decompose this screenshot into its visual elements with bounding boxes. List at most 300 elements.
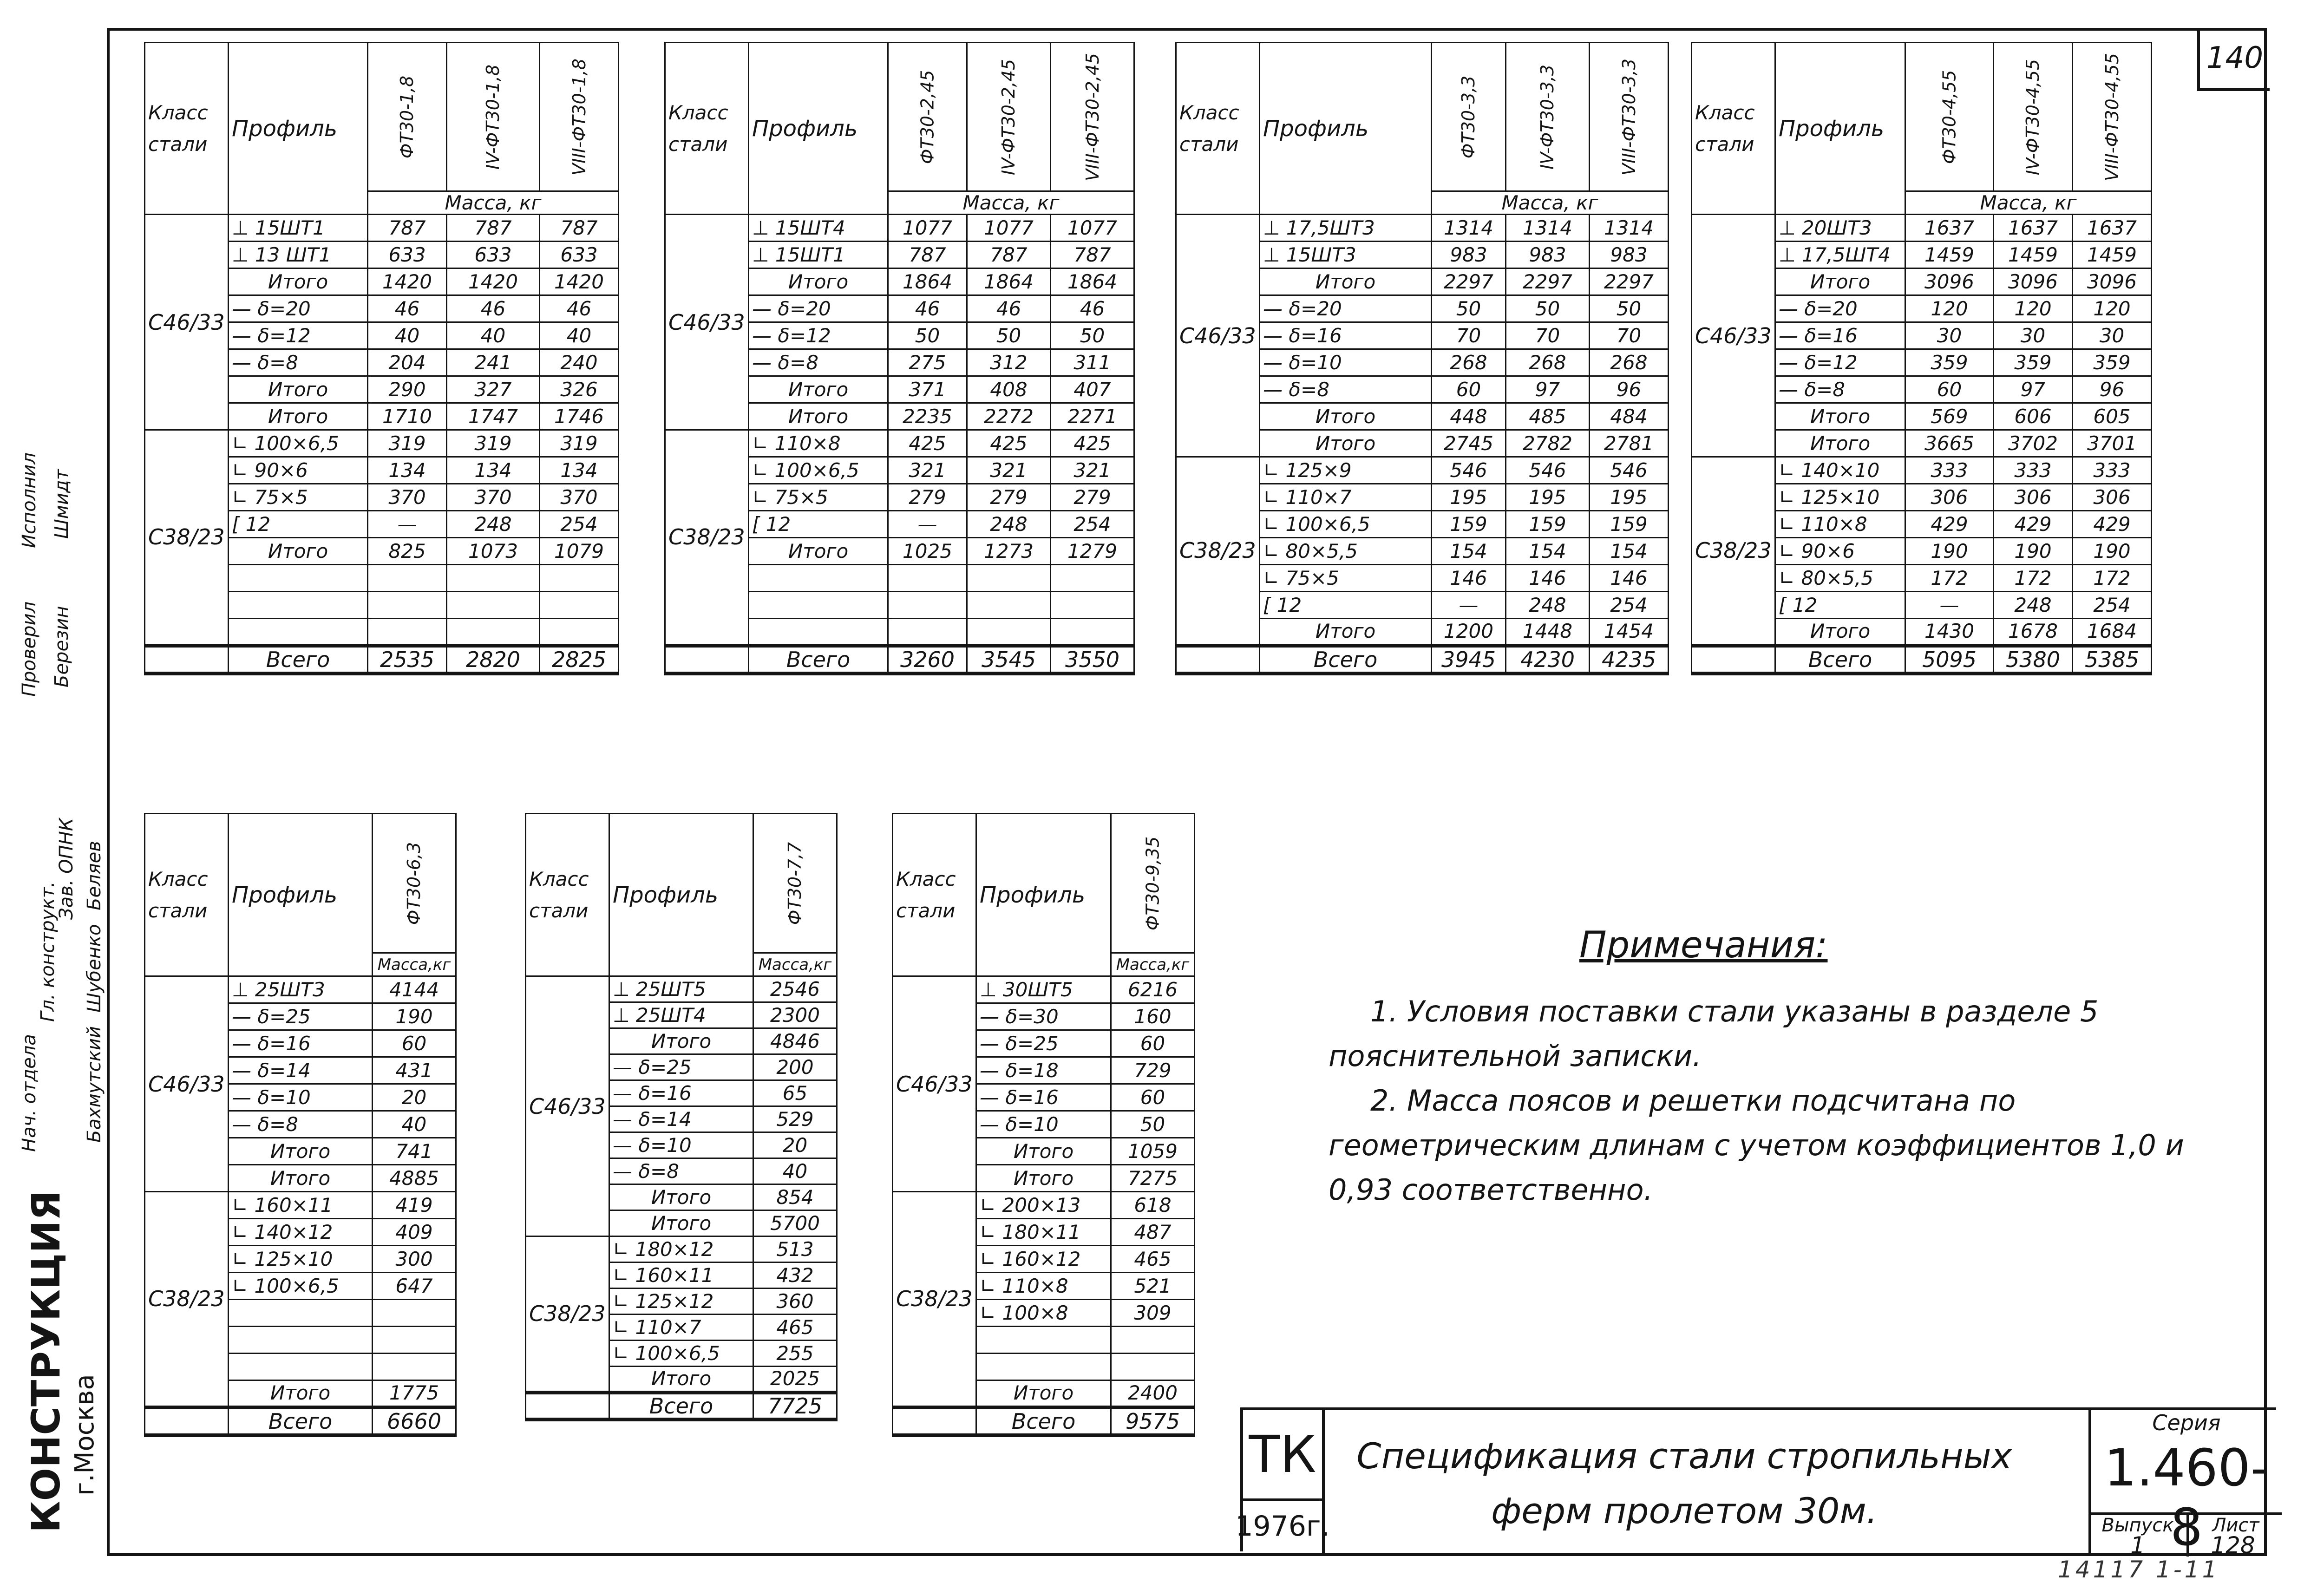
profile-cell: ∟ 100×6,5: [229, 430, 368, 457]
profile-cell: — δ=16: [229, 1030, 373, 1057]
stamp-title-line-1: Спецификация стали стропильных: [1356, 1435, 2012, 1477]
subtotal-label: Итого: [229, 1165, 373, 1192]
mass-cell: 1314: [1506, 215, 1590, 242]
spec-table-3: [1175, 42, 1669, 675]
mass-cell: 1864: [967, 268, 1051, 295]
side-role: Проверил: [19, 601, 40, 697]
side-org-name: КОНСТРУКЦИЯ: [23, 1190, 69, 1533]
mass-cell: [373, 1354, 456, 1380]
mark-label: VIII-ФТ30-4,55: [2101, 52, 2122, 181]
profile-cell: ⊥ 25ШТ5: [609, 976, 753, 1002]
profile-header: Профиль: [229, 814, 373, 976]
profile-cell: — δ=10: [609, 1132, 753, 1158]
mass-cell: 40: [753, 1158, 837, 1184]
series-label: Серия: [2152, 1410, 2221, 1435]
profile-cell: ⊥ 15ШТ1: [749, 242, 888, 268]
issue-label: Выпуск: [2101, 1515, 2174, 1536]
mass-cell: 146: [1590, 565, 1669, 592]
profile-cell: — δ=25: [976, 1030, 1111, 1057]
mass-cell: 96: [2073, 376, 2152, 403]
mass-cell: 20: [373, 1084, 456, 1111]
profile-cell: — δ=10: [229, 1084, 373, 1111]
subtotal-label: Итого: [1260, 430, 1432, 457]
table-row: [145, 1192, 456, 1219]
mass-cell: 787: [888, 242, 967, 268]
grand-total-blank: [526, 1393, 609, 1419]
grand-total-row: [1176, 646, 1669, 674]
mark-header: [540, 43, 619, 191]
mass-cell: 60: [373, 1030, 456, 1057]
subtotal-label: Итого: [749, 268, 888, 295]
mass-cell: 370: [447, 484, 540, 511]
mass-header: Масса, кг: [1432, 191, 1669, 215]
profile-cell: ∟ 140×12: [229, 1219, 373, 1246]
note-1: 1. Условия поставки стали указаны в разделе 5 пояснительной записки.: [1329, 994, 2099, 1073]
subtotal-label: Итого: [1775, 268, 1905, 295]
table-row: [893, 1192, 1195, 1219]
grand-total-label: Всего: [609, 1393, 753, 1419]
mass-cell: 311: [1051, 349, 1134, 376]
mass-cell: 546: [1432, 457, 1506, 484]
side-name: Шмидт: [51, 469, 72, 539]
mass-cell: 513: [753, 1236, 837, 1262]
mass-cell: 50: [1590, 295, 1669, 322]
grand-total-row: [665, 646, 1134, 674]
mass-cell: 248: [1994, 592, 2073, 619]
mass-cell: 4846: [753, 1028, 837, 1054]
stamp-left-cell: [1235, 1410, 1330, 1554]
steel-class: С46/33: [665, 215, 749, 430]
mass-cell: 487: [1111, 1219, 1195, 1246]
grand-total-value: 2820: [447, 646, 540, 674]
mass-cell: 97: [1506, 376, 1590, 403]
mass-cell: 321: [967, 457, 1051, 484]
stamp-title: [1336, 1429, 2033, 1538]
profile-cell: ∟ 125×10: [229, 1246, 373, 1273]
mark-label: IV-ФТ30-2,45: [998, 59, 1019, 175]
mass-cell: 465: [753, 1315, 837, 1341]
mass-cell: 1430: [1905, 619, 1994, 646]
mark-label: VIII-ФТ30-2,45: [1082, 52, 1103, 181]
mass-cell: —: [368, 511, 447, 538]
table-row: [526, 1236, 837, 1262]
subtotal-label: Итого: [976, 1165, 1111, 1192]
mass-cell: [373, 1300, 456, 1327]
mass-cell: 618: [1111, 1192, 1195, 1219]
mass-cell: 240: [540, 349, 619, 376]
mass-cell: 279: [888, 484, 967, 511]
mass-cell: 70: [1590, 322, 1669, 349]
mass-cell: 154: [1506, 538, 1590, 565]
mass-cell: 321: [888, 457, 967, 484]
profile-cell: ∟ 110×7: [1260, 484, 1432, 511]
mass-cell: 633: [540, 242, 619, 268]
mass-cell: 787: [447, 215, 540, 242]
mass-cell: 7275: [1111, 1165, 1195, 1192]
subtotal-label: Итого: [229, 1138, 373, 1165]
profile-cell: — δ=20: [749, 295, 888, 322]
mark-header: [373, 814, 456, 953]
mass-cell: 2546: [753, 976, 837, 1002]
mass-cell: 306: [2073, 484, 2152, 511]
grand-total-blank: [145, 646, 229, 674]
mass-cell: 60: [1432, 376, 1506, 403]
profile-cell: ∟ 75×5: [229, 484, 368, 511]
mass-cell: 5700: [753, 1210, 837, 1236]
mass-cell: [447, 565, 540, 592]
mark-header: [967, 43, 1051, 191]
profile-cell: — δ=8: [609, 1158, 753, 1184]
table-row: [526, 976, 837, 1002]
steel-class: С38/23: [1692, 457, 1775, 646]
mass-cell: 2297: [1590, 268, 1669, 295]
mass-cell: 1025: [888, 538, 967, 565]
mass-cell: 1200: [1432, 619, 1506, 646]
profile-cell: — δ=12: [749, 322, 888, 349]
title-stamp: [1235, 1407, 2276, 1559]
profile-cell: — δ=10: [976, 1111, 1111, 1138]
mass-cell: [368, 565, 447, 592]
grand-total-label: Всего: [976, 1407, 1111, 1435]
mass-cell: 1273: [967, 538, 1051, 565]
mass-cell: 1420: [368, 268, 447, 295]
mass-cell: 633: [368, 242, 447, 268]
profile-header: Профиль: [229, 43, 368, 215]
mark-label: VIII-ФТ30-1,8: [569, 58, 589, 176]
profile-cell: ⊥ 15ШТ3: [1260, 242, 1432, 268]
footer-code: 14117 1-11: [2058, 1556, 2220, 1583]
profile-cell: ∟ 180×12: [609, 1236, 753, 1262]
mass-cell: 983: [1432, 242, 1506, 268]
subtotal-label: Итого: [229, 403, 368, 430]
mass-cell: 359: [1994, 349, 2073, 376]
mass-cell: 1678: [1994, 619, 2073, 646]
profile-cell: — δ=25: [609, 1054, 753, 1080]
grand-total-blank: [1692, 646, 1775, 674]
mass-cell: [1111, 1327, 1195, 1354]
subtotal-label: Итого: [229, 538, 368, 565]
mass-cell: —: [1432, 592, 1506, 619]
mass-cell: 254: [1051, 511, 1134, 538]
mass-cell: 359: [1905, 349, 1994, 376]
profile-cell: — δ=8: [1775, 376, 1905, 403]
table-row: [665, 215, 1134, 242]
profile-cell: [229, 619, 368, 646]
grand-total-row: [145, 1407, 456, 1435]
mark-label: ФТ30-1,8: [397, 75, 418, 158]
grand-total-label: Всего: [229, 1407, 373, 1435]
series-number: 1.460-8: [2091, 1438, 2282, 1515]
mass-cell: [1051, 565, 1134, 592]
mass-cell: 1459: [2073, 242, 2152, 268]
grand-total-row: [1692, 646, 2152, 674]
profile-cell: — δ=14: [609, 1106, 753, 1132]
mass-cell: 741: [373, 1138, 456, 1165]
mass-cell: 326: [540, 376, 619, 403]
subtotal-label: Итого: [1260, 268, 1432, 295]
mass-cell: 371: [888, 376, 967, 403]
side-name: Шубенко: [84, 924, 105, 1013]
mass-cell: 854: [753, 1184, 837, 1210]
mass-header: Масса,кг: [373, 953, 456, 976]
mass-cell: 360: [753, 1289, 837, 1315]
mass-cell: 1454: [1590, 619, 1669, 646]
mass-cell: 1420: [540, 268, 619, 295]
mass-cell: 146: [1506, 565, 1590, 592]
profile-cell: — δ=8: [229, 349, 368, 376]
profile-cell: [229, 592, 368, 619]
mass-cell: 3702: [1994, 430, 2073, 457]
sheet-label: Лист: [2186, 1515, 2282, 1557]
grand-total-row: [893, 1407, 1195, 1435]
profile-cell: ⊥ 15ШТ4: [749, 215, 888, 242]
profile-cell: [ 12: [749, 511, 888, 538]
mass-cell: 1864: [1051, 268, 1134, 295]
issue-number: 1: [2130, 1532, 2145, 1559]
mass-cell: —: [1905, 592, 1994, 619]
mark-label: IV-ФТ30-4,55: [2023, 59, 2043, 175]
mass-cell: 195: [1506, 484, 1590, 511]
profile-cell: ∟ 75×5: [749, 484, 888, 511]
mass-cell: [540, 565, 619, 592]
profile-cell: — δ=10: [1260, 349, 1432, 376]
profile-cell: [749, 619, 888, 646]
steel-class: С38/23: [1176, 457, 1260, 646]
subtotal-label: Итого: [976, 1380, 1111, 1407]
mass-cell: 787: [540, 215, 619, 242]
mass-cell: 321: [1051, 457, 1134, 484]
subtotal-label: Итого: [1775, 403, 1905, 430]
mass-cell: [368, 592, 447, 619]
mass-cell: 248: [447, 511, 540, 538]
mass-cell: 134: [447, 457, 540, 484]
mass-cell: 146: [1432, 565, 1506, 592]
mass-cell: 279: [967, 484, 1051, 511]
grand-total-blank: [893, 1407, 976, 1435]
mass-cell: 333: [2073, 457, 2152, 484]
mass-cell: 120: [1905, 295, 1994, 322]
mass-cell: 195: [1432, 484, 1506, 511]
mass-cell: 4144: [373, 976, 456, 1003]
grand-total-value: 4230: [1506, 646, 1590, 674]
mass-cell: 60: [1905, 376, 1994, 403]
mass-cell: [888, 619, 967, 646]
mass-cell: 60: [1111, 1084, 1195, 1111]
steel-class: С46/33: [145, 976, 229, 1192]
stamp-series-block: [2088, 1410, 2282, 1559]
profile-cell: ∟ 125×9: [1260, 457, 1432, 484]
mark-label: ФТ30-6,3: [404, 842, 425, 925]
subtotal-label: Итого: [1260, 619, 1432, 646]
profile-cell: [ 12: [1260, 592, 1432, 619]
grand-total-label: Всего: [1260, 646, 1432, 674]
profile-cell: — δ=8: [749, 349, 888, 376]
mass-cell: 160: [1111, 1003, 1195, 1030]
mass-cell: 172: [1905, 565, 1994, 592]
profile-cell: — δ=12: [229, 322, 368, 349]
mass-cell: 633: [447, 242, 540, 268]
mass-cell: 70: [1432, 322, 1506, 349]
mass-cell: 1864: [888, 268, 967, 295]
class-header: Класс стали: [665, 43, 749, 215]
mass-cell: 429: [1905, 511, 1994, 538]
side-role: Нач. отдела: [19, 1034, 40, 1152]
mark-label: VIII-ФТ30-3,3: [1618, 58, 1639, 176]
profile-cell: — δ=12: [1775, 349, 1905, 376]
mass-cell: 46: [967, 295, 1051, 322]
profile-cell: ∟ 200×13: [976, 1192, 1111, 1219]
mass-cell: 1775: [373, 1380, 456, 1407]
profile-cell: ∟ 125×10: [1775, 484, 1905, 511]
mass-cell: 327: [447, 376, 540, 403]
class-header: Класс стали: [1176, 43, 1260, 215]
profile-cell: [749, 592, 888, 619]
mass-cell: 30: [2073, 322, 2152, 349]
mass-cell: 254: [540, 511, 619, 538]
steel-class: С38/23: [145, 430, 229, 646]
mass-cell: 2781: [1590, 430, 1669, 457]
mass-cell: 1684: [2073, 619, 2152, 646]
mark-header: [1432, 43, 1506, 191]
mass-cell: [1051, 592, 1134, 619]
mass-cell: 1079: [540, 538, 619, 565]
subtotal-label: Итого: [976, 1138, 1111, 1165]
profile-cell: ∟ 75×5: [1260, 565, 1432, 592]
table-row: [145, 215, 619, 242]
table-row: [665, 430, 1134, 457]
spec-table-2: [664, 42, 1135, 675]
mass-cell: 241: [447, 349, 540, 376]
mass-cell: 3096: [2073, 268, 2152, 295]
mass-cell: 429: [2073, 511, 2152, 538]
mark-header: [753, 814, 837, 953]
mass-cell: 1073: [447, 538, 540, 565]
mass-cell: 134: [540, 457, 619, 484]
mass-cell: 204: [368, 349, 447, 376]
grand-total-value: 2535: [368, 646, 447, 674]
mass-cell: 190: [373, 1003, 456, 1030]
mass-cell: 1746: [540, 403, 619, 430]
mass-cell: 1077: [888, 215, 967, 242]
table-row: [1176, 215, 1669, 242]
mark-header: [1111, 814, 1195, 953]
profile-cell: ∟ 110×8: [1775, 511, 1905, 538]
grand-total-value: 3550: [1051, 646, 1134, 674]
mass-cell: 290: [368, 376, 447, 403]
mass-cell: 255: [753, 1341, 837, 1367]
mass-cell: 248: [967, 511, 1051, 538]
side-role: Исполнил: [19, 452, 40, 548]
profile-cell: ∟ 100×6,5: [1260, 511, 1432, 538]
mass-header: Масса,кг: [753, 953, 837, 976]
side-name: Бахмутский: [84, 1026, 105, 1143]
side-role: Гл. конструкт.: [37, 881, 59, 1022]
mass-cell: 120: [1994, 295, 2073, 322]
subtotal-label: Итого: [749, 376, 888, 403]
mass-cell: 268: [1590, 349, 1669, 376]
mass-cell: 1077: [967, 215, 1051, 242]
table-row: [1176, 457, 1669, 484]
profile-cell: — δ=25: [229, 1003, 373, 1030]
mass-cell: 432: [753, 1262, 837, 1289]
profile-header: Профиль: [1775, 43, 1905, 215]
mass-cell: 1710: [368, 403, 447, 430]
mass-cell: 195: [1590, 484, 1669, 511]
mass-cell: 429: [1994, 511, 2073, 538]
mass-cell: 40: [373, 1111, 456, 1138]
mass-cell: 529: [753, 1106, 837, 1132]
mass-cell: 40: [368, 322, 447, 349]
grand-total-row: [145, 646, 619, 674]
profile-cell: [ 12: [1775, 592, 1905, 619]
profile-cell: ⊥ 17,5ШТ3: [1260, 215, 1432, 242]
mass-cell: 787: [1051, 242, 1134, 268]
profile-cell: ⊥ 15ШТ1: [229, 215, 368, 242]
mass-cell: 254: [2073, 592, 2152, 619]
class-header: Класс стали: [145, 814, 229, 976]
mass-cell: [967, 619, 1051, 646]
table-row: [893, 976, 1195, 1003]
side-name: Березин: [51, 606, 72, 687]
steel-class: С46/33: [145, 215, 229, 430]
profile-header: Профиль: [609, 814, 753, 976]
mass-cell: 370: [368, 484, 447, 511]
mass-cell: 2297: [1506, 268, 1590, 295]
subtotal-label: Итого: [229, 376, 368, 403]
profile-cell: [229, 1327, 373, 1354]
grand-total-blank: [665, 646, 749, 674]
steel-class: С38/23: [145, 1192, 229, 1407]
mass-cell: 448: [1432, 403, 1506, 430]
spec-table-5: [144, 813, 457, 1437]
mass-cell: 484: [1590, 403, 1669, 430]
mass-cell: 1314: [1432, 215, 1506, 242]
mass-cell: 729: [1111, 1057, 1195, 1084]
mass-cell: 30: [1994, 322, 2073, 349]
mass-cell: 50: [1111, 1111, 1195, 1138]
grand-total-value: 9575: [1111, 1407, 1195, 1435]
profile-cell: — δ=8: [229, 1111, 373, 1138]
mass-cell: 546: [1506, 457, 1590, 484]
mass-cell: 275: [888, 349, 967, 376]
spec-table-6: [525, 813, 838, 1421]
subtotal-label: Итого: [1775, 430, 1905, 457]
mass-cell: 569: [1905, 403, 1994, 430]
mass-cell: 319: [447, 430, 540, 457]
mass-cell: 407: [1051, 376, 1134, 403]
mark-label: ФТ30-7,7: [785, 842, 805, 925]
mass-cell: 419: [373, 1192, 456, 1219]
subtotal-label: Итого: [749, 538, 888, 565]
mass-cell: 50: [1432, 295, 1506, 322]
subtotal-label: Итого: [609, 1210, 753, 1236]
mass-cell: 1420: [447, 268, 540, 295]
steel-class: С38/23: [665, 430, 749, 646]
mark-header: [368, 43, 447, 191]
mass-cell: 409: [373, 1219, 456, 1246]
profile-cell: [229, 1300, 373, 1327]
mass-cell: 306: [1905, 484, 1994, 511]
profile-cell: — δ=18: [976, 1057, 1111, 1084]
mass-cell: 546: [1590, 457, 1669, 484]
mass-cell: 408: [967, 376, 1051, 403]
profile-cell: ⊥ 30ШТ5: [976, 976, 1111, 1003]
mass-cell: 190: [2073, 538, 2152, 565]
grand-total-label: Всего: [1775, 646, 1905, 674]
profile-cell: — δ=20: [229, 295, 368, 322]
profile-cell: ∟ 140×10: [1775, 457, 1905, 484]
profile-cell: ∟ 90×6: [1775, 538, 1905, 565]
